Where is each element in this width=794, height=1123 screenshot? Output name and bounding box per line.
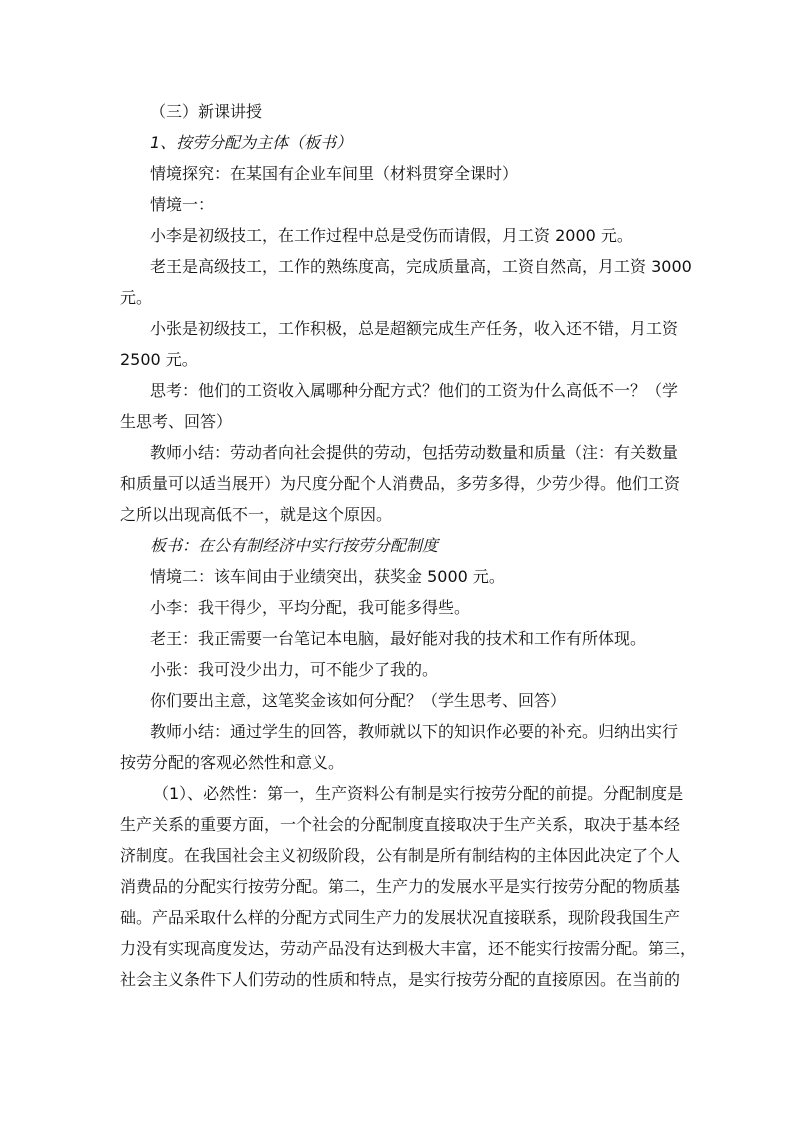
subheading: 1、按劳分配为主体（板书） bbox=[150, 133, 353, 152]
dialogue-xiao-li: 小李：我干得少，平均分配，我可能多得些。 bbox=[150, 598, 471, 617]
necessity-line-6: 力没有实现高度发达，劳动产品没有达到极大丰富，还不能实行按需分配。第三， bbox=[120, 939, 697, 958]
necessity-line-7: 社会主义条件下人们劳动的性质和特点，是实行按劳分配的直接原因。在当前的 bbox=[120, 970, 681, 989]
paragraph-lao-wang-line-1: 老王是高级技工，工作的熟练度高，完成质量高，工资自然高，月工资 3000 bbox=[150, 257, 692, 276]
discussion-question: 你们要出主意，这笔奖金该如何分配？（学生思考、回答） bbox=[150, 691, 567, 710]
paragraph-xiao-zhang-line-2: 2500 元。 bbox=[120, 350, 198, 369]
teacher-summary-two-line-1: 教师小结：通过学生的回答，教师就以下的知识作必要的补充。归纳出实行 bbox=[150, 722, 679, 741]
board-note: 板书：在公有制经济中实行按劳分配制度 bbox=[150, 536, 439, 555]
paragraph-xiao-li: 小李是初级技工，在工作过程中总是受伤而请假，月工资 2000 元。 bbox=[150, 226, 633, 245]
necessity-line-3: 济制度。在我国社会主义初级阶段，公有制是所有制结构的主体因此决定了个人 bbox=[120, 846, 681, 865]
document-body bbox=[120, 96, 697, 995]
necessity-line-2: 生产关系的重要方面，一个社会的分配制度直接取决于生产关系，取决于基本经 bbox=[120, 815, 681, 834]
paragraph-xiao-zhang-line-1: 小张是初级技工，工作积极，总是超额完成生产任务，收入还不错，月工资 bbox=[150, 319, 679, 338]
dialogue-lao-wang: 老王：我正需要一台笔记本电脑，最好能对我的技术和工作有所体现。 bbox=[150, 629, 647, 648]
think-question-line-2: 生思考、回答） bbox=[120, 412, 233, 431]
teacher-summary-one-line-2: 和质量可以适当展开）为尺度分配个人消费品，多劳多得，少劳少得。他们工资 bbox=[120, 474, 681, 493]
section-heading: （三）新课讲授 bbox=[150, 102, 263, 121]
necessity-line-5: 础。产品采取什么样的分配方式同生产力的发展状况直接联系，现阶段我国生产 bbox=[120, 908, 681, 927]
intro-paragraph: 情境探究：在某国有企业车间里（材料贯穿全课时） bbox=[150, 164, 519, 183]
paragraph-lao-wang-line-2: 元。 bbox=[120, 288, 153, 307]
scene-two-paragraph: 情境二：该车间由于业绩突出，获奖金 5000 元。 bbox=[150, 567, 505, 586]
necessity-line-1: （1）、必然性：第一，生产资料公有制是实行按劳分配的前提。分配制度是 bbox=[153, 784, 684, 803]
teacher-summary-one-line-3: 之所以出现高低不一，就是这个原因。 bbox=[120, 505, 393, 524]
scene-one-title: 情境一： bbox=[150, 195, 215, 214]
dialogue-xiao-zhang: 小张：我可没少出力，可不能少了我的。 bbox=[150, 660, 439, 679]
teacher-summary-one-line-1: 教师小结：劳动者向社会提供的劳动，包括劳动数量和质量（注：有关数量 bbox=[150, 443, 679, 462]
think-question-line-1: 思考：他们的工资收入属哪种分配方式？他们的工资为什么高低不一？（学 bbox=[150, 381, 679, 400]
necessity-line-4: 消费品的分配实行按劳分配。第二，生产力的发展水平是实行按劳分配的物质基 bbox=[120, 877, 681, 896]
teacher-summary-two-line-2: 按劳分配的客观必然性和意义。 bbox=[120, 753, 345, 772]
